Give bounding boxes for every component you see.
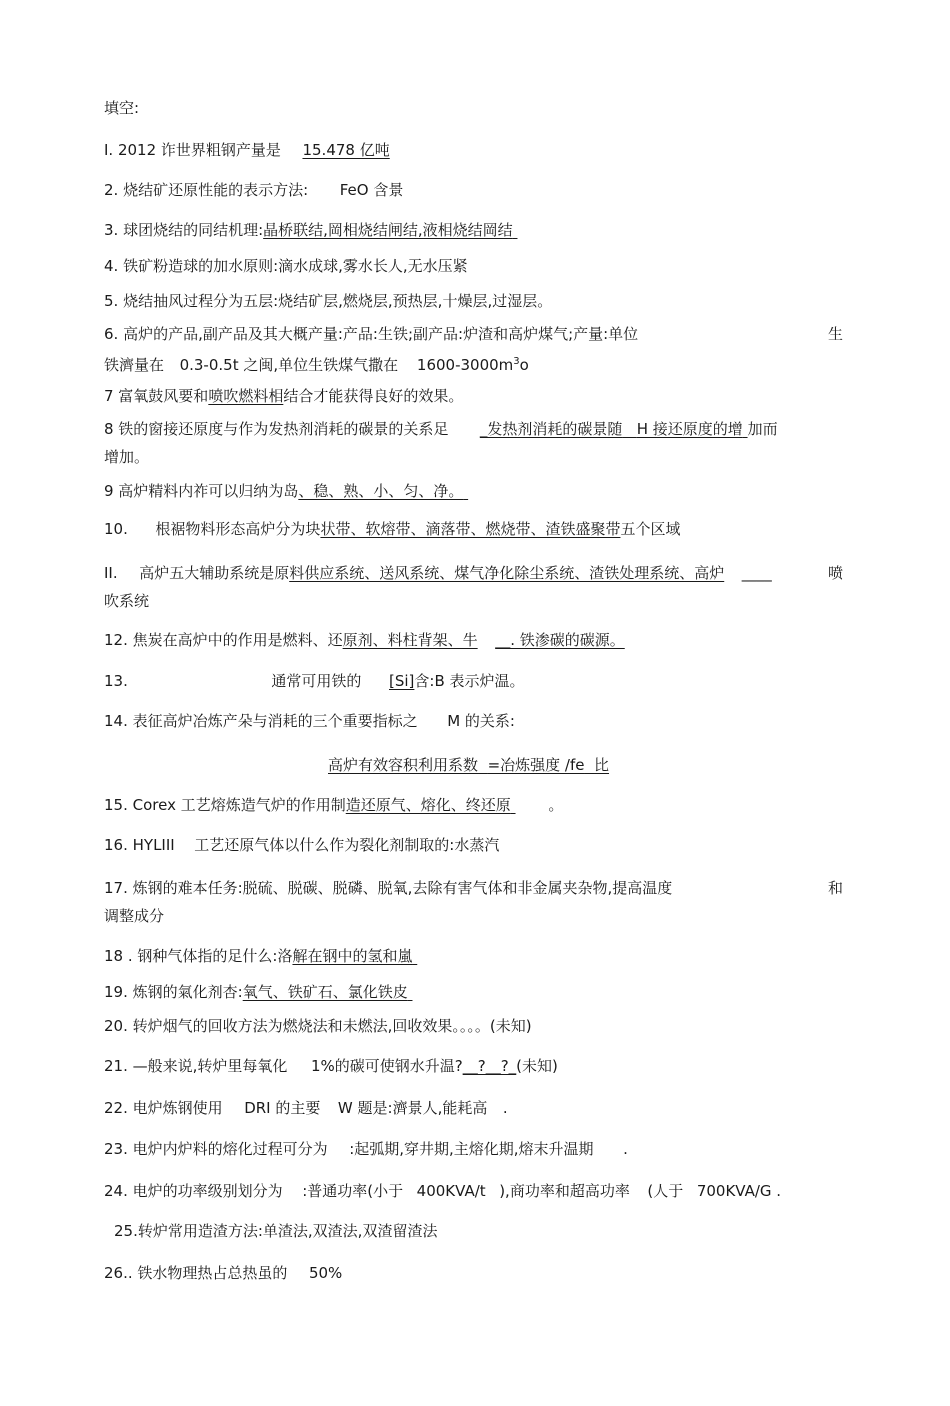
q22-text: 22. 电炉炼钢使用 <box>104 1099 223 1117</box>
q7-text-c: 结合才能获得良好的效果。 <box>283 387 464 405</box>
q8-text-a: 8 铁的窗接还原度与作为发热剂消耗的碳景的关系足 <box>104 420 449 438</box>
q7-text-a: 7 富氧鼓风要和 <box>104 387 209 405</box>
question-2 <box>104 180 403 200</box>
q21-text: 21. —般来说,转炉里每氧化 <box>104 1057 288 1075</box>
q11-text-e: 喷 <box>828 564 844 582</box>
q16-text-b: 工艺还原气体以什么作为裂化剂制取的:水蒸汽 <box>194 836 500 854</box>
q6-text-b: 生 <box>828 325 844 343</box>
q26-text: 26.. 铁水物理热占总热虽的 <box>104 1264 288 1282</box>
q24-text-d: ),商功率和超高功率 <box>499 1182 630 1200</box>
q26-answer: 50% <box>308 1264 343 1282</box>
q19-answer: 氧气、铁矿石、氯化铁皮 <box>242 983 408 1001</box>
question-11-line-2 <box>104 591 149 611</box>
q14-formula <box>328 755 609 775</box>
q23-text-b: :起弧期,穿井期,主熔化期,熔末升温期 <box>349 1140 594 1158</box>
question-17-line-1 <box>104 878 672 898</box>
q6-text-a: 6. 高炉的产品,副产品及其大概产量:产品:生铁;副产品:炉渣和高炉煤气;产量:单位 <box>104 325 639 343</box>
question-21 <box>104 1056 558 1076</box>
q11-text: 高炉五大辅助系统是原 <box>139 564 290 582</box>
q1-answer: 15.478 亿吨 <box>302 141 390 159</box>
question-13 <box>104 671 525 691</box>
q25-text: 25.转炉常用造渣方法:单渣法,双渣法,双渣留渣法 <box>114 1222 438 1240</box>
q6-superscript: 3 <box>513 356 520 367</box>
q11-answer: 料供应系统、送风系统、煤气净化除尘系统、渣铁处理系统、高炉 <box>289 564 725 582</box>
q15-answer: 造还原气、熔化、终还原 <box>345 796 511 814</box>
q2-text: 2. 烧结矿还原性能的表示方法: <box>104 181 309 199</box>
q14-answer-a: 高炉有效容积利用系数 <box>328 756 479 774</box>
question-15 <box>104 795 563 815</box>
q24-text: 24. 电炉的功率级别划分为 <box>104 1182 283 1200</box>
q20-text: 20. 转炉烟气的回收方法为燃烧法和未燃法,回收效果。。。。(未知) <box>104 1017 532 1035</box>
q17-text: 17. 炼钢的难本任务:脱硫、脱碳、脱磷、脱氧,去除有害气体和非金属夹杂物,提高温度 <box>104 879 673 897</box>
question-1 <box>104 140 390 160</box>
question-6-line-1 <box>104 324 638 344</box>
question-23 <box>104 1139 628 1159</box>
question-24 <box>104 1181 781 1201</box>
q22-text-b: DRI 的主要 <box>244 1099 321 1117</box>
question-7 <box>104 386 463 406</box>
question-10 <box>104 519 680 539</box>
q23-text: 23. 电炉内炉料的熔化过程可分为 <box>104 1140 328 1158</box>
q2-answer: FeO 含景 <box>339 181 404 199</box>
q10-text-d: 五个区域 <box>620 520 681 538</box>
question-12 <box>104 630 625 650</box>
question-14 <box>104 711 515 731</box>
q7-answer: 喷吹燃料相 <box>208 387 284 405</box>
q10-num: 10. <box>104 520 128 538</box>
q10-text: 根裾物料形态高炉分为块 <box>155 520 321 538</box>
q14-text-b: M 的关系: <box>447 712 515 730</box>
heading: 填空: <box>104 99 140 117</box>
q3-text: 3. 球团烧结的同结机理: <box>104 221 264 239</box>
q1-text: I. 2012 诈世界粗钢产量是 <box>104 141 281 159</box>
question-17-line-2 <box>104 906 164 926</box>
q4-text: 4. 铁矿粉造球的加水原则:滴水成球,雾水长人,无水压紧 <box>104 257 468 275</box>
question-8-line-1 <box>104 419 778 439</box>
question-5 <box>104 291 552 311</box>
question-22 <box>104 1098 508 1118</box>
q22-text-d: . <box>502 1099 508 1117</box>
q9-answer: 、稳、熟、小、匀、净。 <box>298 482 464 500</box>
q11-num: II. <box>104 564 118 582</box>
q22-text-c: W 题是:濟景人,能耗高 <box>337 1099 488 1117</box>
question-4 <box>104 256 468 276</box>
q14-answer-b: =冶炼强度 /fe <box>487 756 585 774</box>
question-19 <box>104 982 432 1002</box>
q13-answer: [Si] <box>389 672 415 690</box>
q3-answer: 晶桥联结,岡相烧结闸结,液相烧结岡结 <box>263 221 513 239</box>
question-16 <box>104 835 499 855</box>
question-8-line-2 <box>104 447 149 467</box>
q13-text: 通常可用铁的 <box>271 672 362 690</box>
question-6-line-2 <box>104 352 529 375</box>
q24-text-c: 400KVA/t <box>416 1182 486 1200</box>
q6-text-e: 1600-3000m <box>416 356 514 374</box>
q6-text-d: 0.3-0.5t 之闽,单位生铁煤气撒在 <box>179 356 399 374</box>
q8-answer-a: _发热剂消耗的碳景随 <box>479 420 623 438</box>
q11-text-f: 吹系统 <box>104 592 150 610</box>
q17-text-c: 调整成分 <box>104 907 165 925</box>
q12-answer-b: __. 铁渗碳的碳源。 <box>495 631 625 649</box>
q13-num: 13. <box>104 672 128 690</box>
q5-text: 5. 烧结抽风过程分为五层:烧结矿层,燃烧层,预热层,十燥层,过湿层。 <box>104 292 553 310</box>
q6-text-c: 铁濟量在 <box>104 356 165 374</box>
q8-answer-b: H 接还原度的增 <box>636 420 743 438</box>
q16-text: 16. HYLIII <box>104 836 175 854</box>
q21-text-d: (未知) <box>516 1057 558 1075</box>
question-9 <box>104 481 499 501</box>
q24-text-e: (人于 <box>647 1182 684 1200</box>
q11-blank: ____ <box>741 564 772 582</box>
question-3 <box>104 220 543 240</box>
question-26 <box>104 1263 342 1283</box>
q21-text-b: 1%的碳可使钢水升温? <box>310 1057 463 1075</box>
q9-text: 9 高炉精料内祚可以归纳为岛 <box>104 482 299 500</box>
q18-text: 18 . 钢种气体指的足什么:洛 <box>104 947 293 965</box>
q15-text-c: 。 <box>548 796 564 814</box>
question-18 <box>104 946 434 966</box>
q15-text: 15. Corex 工艺熔炼造气炉的作用制 <box>104 796 346 814</box>
question-20 <box>104 1016 532 1036</box>
q14-text: 14. 表征高炉冶炼产朵与消耗的三个重要指标之 <box>104 712 418 730</box>
q10-answer: 状带、软熔带、滴落带、燃烧带、渣铁盛聚带 <box>320 520 621 538</box>
q12-text: 12. 焦炭在高炉中的作用是燃料、还 <box>104 631 343 649</box>
q12-answer-a: 原剂、料柱背架、牛 <box>342 631 478 649</box>
q17-text-b: 和 <box>828 879 844 897</box>
q24-text-f: 700KVA/G . <box>696 1182 782 1200</box>
q18-answer: 解在钢中的氢和嵐 <box>292 947 413 965</box>
question-11-line-1 <box>104 563 772 583</box>
q8-text-d: 加而 <box>747 420 778 438</box>
q19-text: 19. 炼钢的氣化剂杏: <box>104 983 243 1001</box>
question-25 <box>114 1221 437 1241</box>
q14-answer-c: 比 <box>594 756 610 774</box>
q13-text-d: 含:B 表示炉温。 <box>414 672 525 690</box>
q8-text-e: 增加。 <box>104 448 150 466</box>
q6-text-g: o <box>519 356 529 374</box>
q23-text-c: . <box>623 1140 628 1158</box>
q21-answer: __?__?_ <box>462 1057 517 1075</box>
q24-text-b: :普通功率(小于 <box>302 1182 404 1200</box>
